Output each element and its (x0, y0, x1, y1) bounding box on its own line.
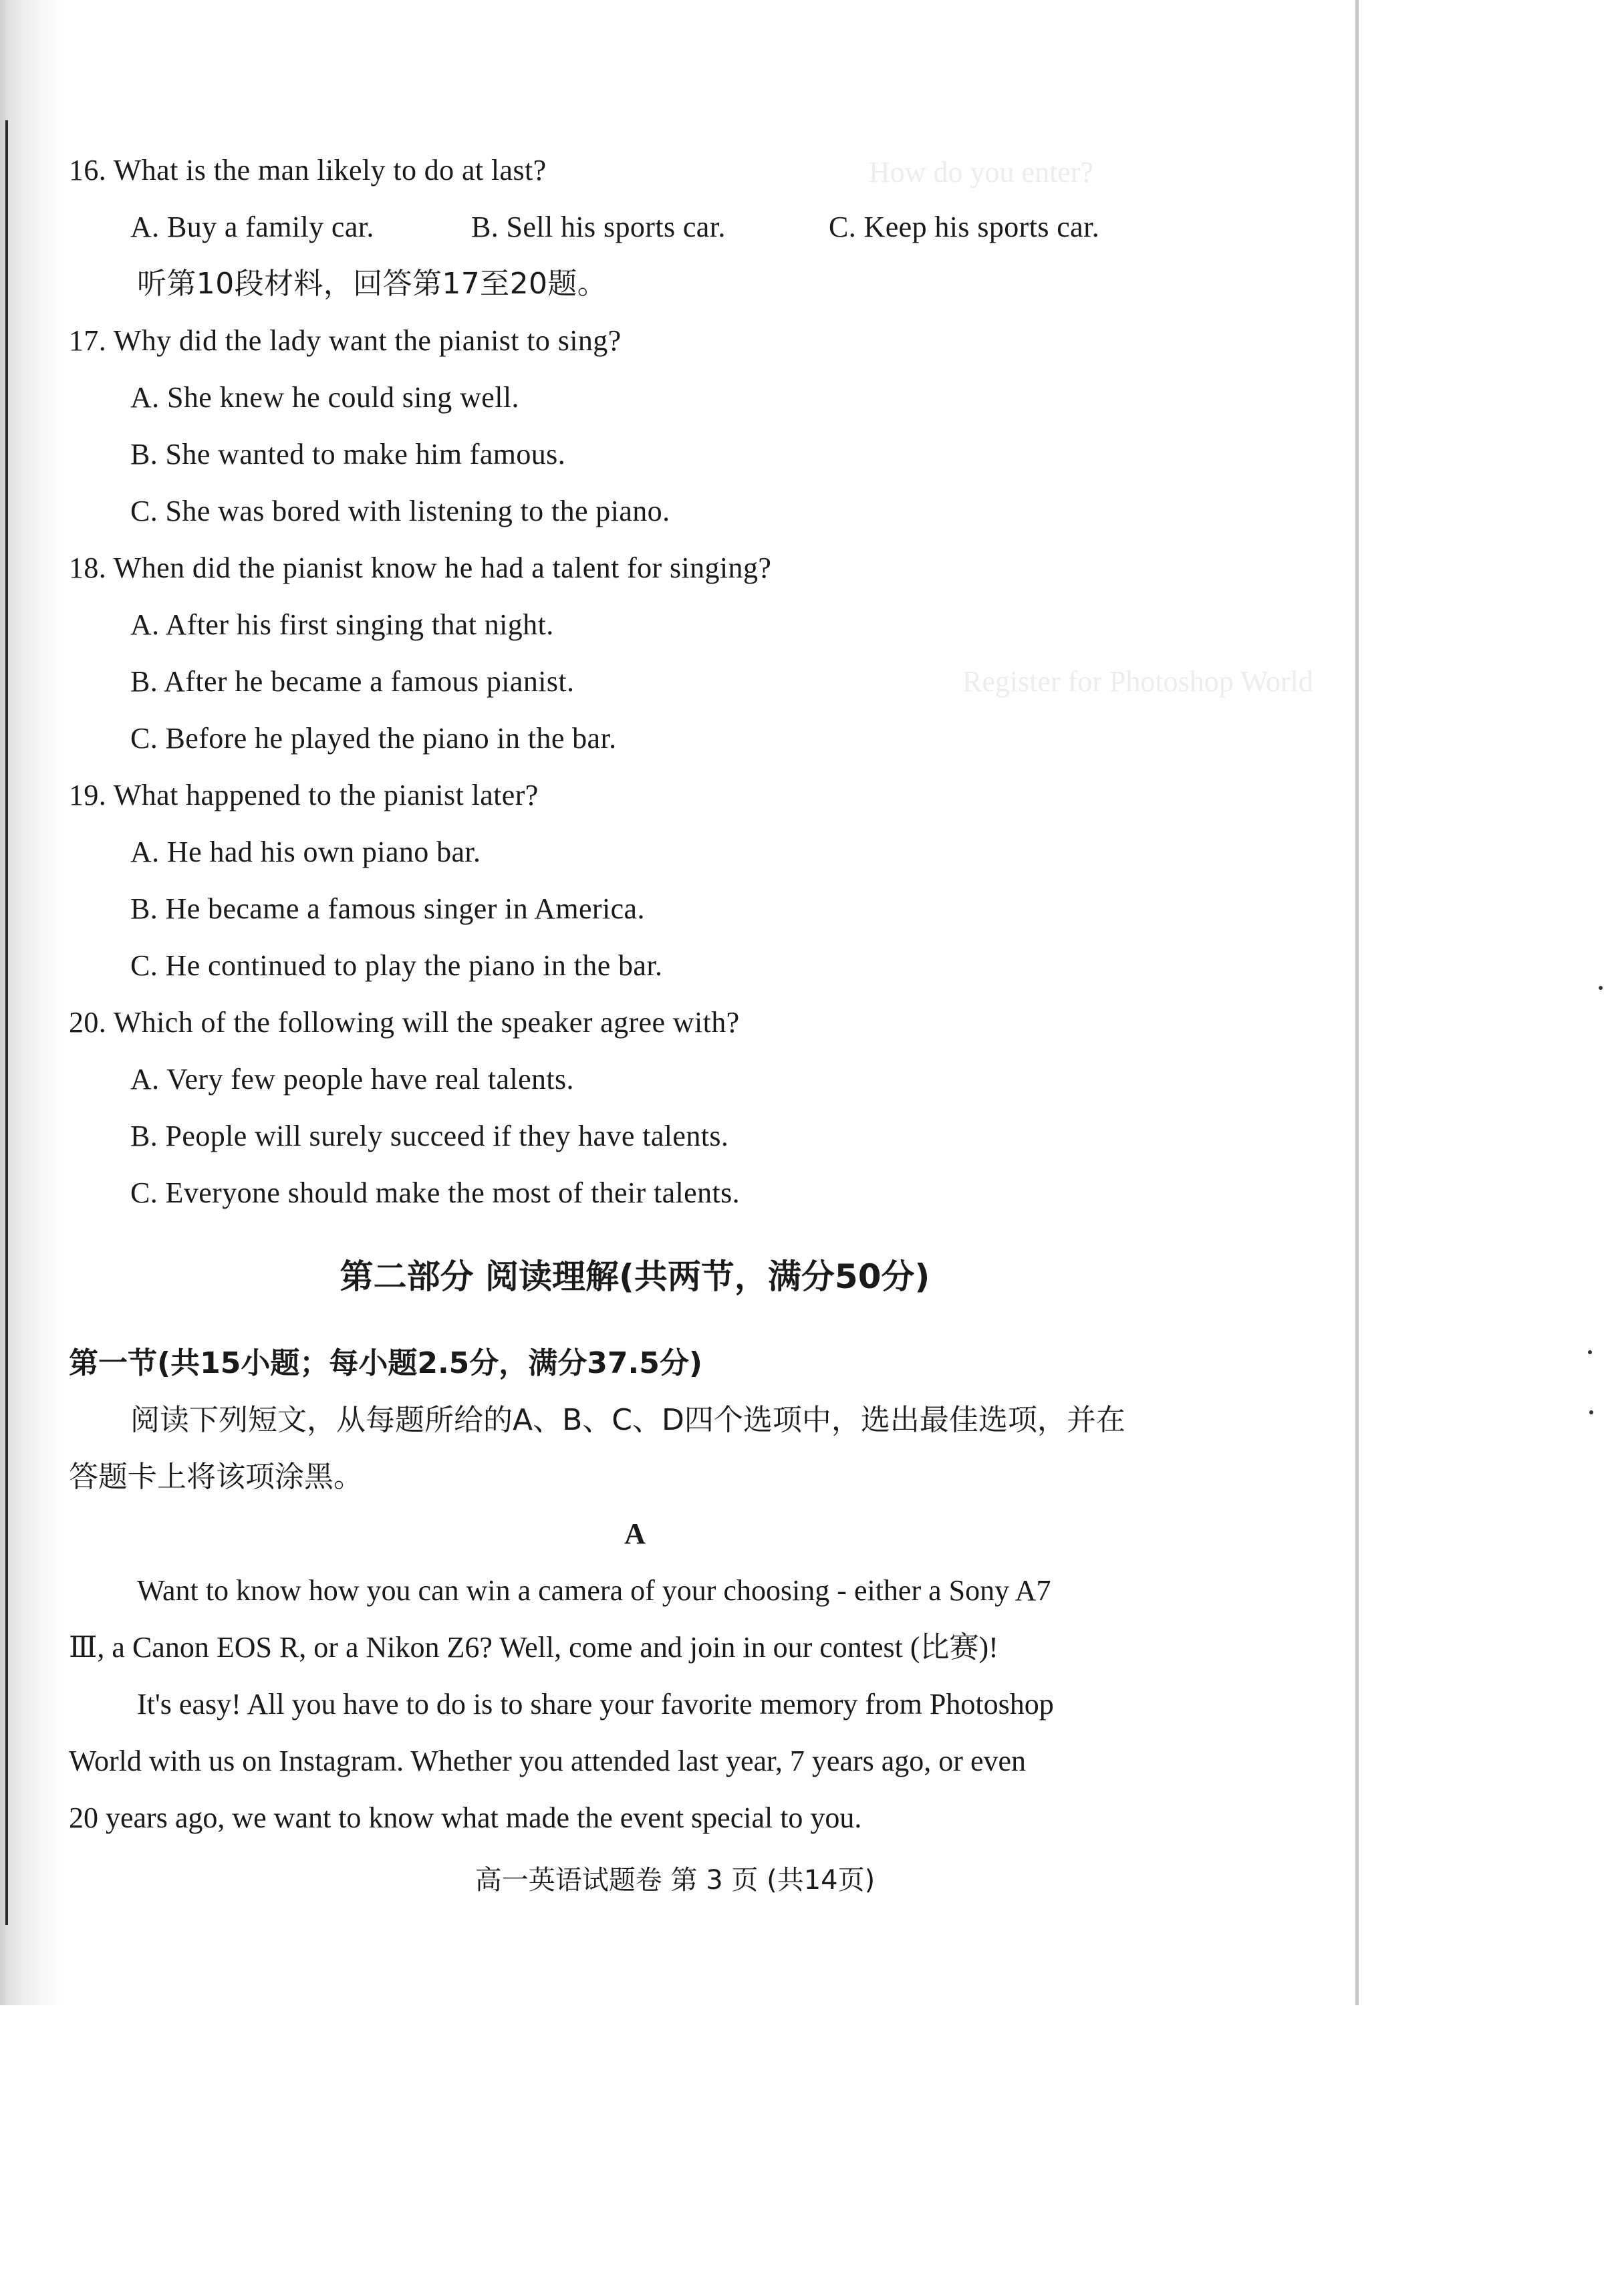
passage-line: Want to know how you can win a camera of your choosing - either a Sony A7 (137, 1574, 1051, 1607)
passage-line: 20 years ago, we want to know what made the event special to you. (69, 1801, 862, 1834)
section-1-title: 第一节(共15小题；每小题2.5分，满分37.5分) (69, 1346, 702, 1380)
question-18-option-b: B. After he became a famous pianist. (130, 665, 575, 698)
part-2-title: 第二部分 阅读理解(共两节，满分50分) (340, 1257, 930, 1296)
passage-line: Ⅲ, a Canon EOS R, or a Nikon Z6? Well, come and join in our contest (比赛)! (69, 1631, 998, 1664)
page-footer: 高一英语试题卷 第 3 页 (共14页) (475, 1865, 876, 1896)
question-19-stem: 19. What happened to the pianist later? (69, 779, 539, 811)
question-20-stem: 20. Which of the following will the speaker agree with? (69, 1006, 740, 1039)
scan-right-edge (1355, 0, 1359, 2005)
question-16-stem: 16. What is the man likely to do at last? (69, 154, 547, 186)
question-19-option-c: C. He continued to play the piano in the bar. (130, 949, 663, 982)
question-16-option-a: A. Buy a family car. (130, 211, 374, 243)
question-19-option-a: A. He had his own piano bar. (130, 836, 481, 868)
passage-line: It's easy! All you have to do is to share your favorite memory from Photoshop (137, 1688, 1054, 1720)
reading-instruction-line-1: 阅读下列短文，从每题所给的A、B、C、D四个选项中，选出最佳选项，并在 (130, 1403, 1125, 1437)
question-19-option-b: B. He became a famous singer in America. (130, 892, 645, 925)
question-16-option-c: C. Keep his sports car. (829, 211, 1100, 243)
question-17-option-c: C. She was bored with listening to the piano. (130, 495, 670, 527)
question-20-option-c: C. Everyone should make the most of their talents. (130, 1176, 741, 1209)
show-through-artifact: How do you enter? (869, 156, 1094, 188)
question-17-option-a: A. She knew he could sing well. (130, 381, 519, 414)
scan-speck (1599, 986, 1603, 990)
show-through-artifact: Register for Photoshop World (962, 665, 1313, 698)
question-20-option-b: B. People will surely succeed if they have talents. (130, 1120, 729, 1152)
passage-letter: A (624, 1517, 646, 1550)
scan-speck (1588, 1350, 1592, 1354)
passage-line: World with us on Instagram. Whether you attended last year, 7 years ago, or even (69, 1745, 1026, 1777)
question-18-stem: 18. When did the pianist know he had a talent for singing? (69, 551, 772, 584)
question-16-option-b: B. Sell his sports car. (471, 211, 726, 243)
question-17-stem: 17. Why did the lady want the pianist to sing? (69, 324, 622, 357)
question-17-option-b: B. She wanted to make him famous. (130, 438, 566, 471)
scan-speck (1589, 1410, 1593, 1414)
reading-instruction-line-2: 答题卡上将该项涂黑。 (69, 1460, 363, 1494)
listening-instruction: 听第10段材料，回答第17至20题。 (137, 267, 608, 301)
question-20-option-a: A. Very few people have real talents. (130, 1063, 574, 1096)
question-18-option-a: A. After his first singing that night. (130, 608, 554, 641)
question-18-option-c: C. Before he played the piano in the bar. (130, 722, 617, 755)
